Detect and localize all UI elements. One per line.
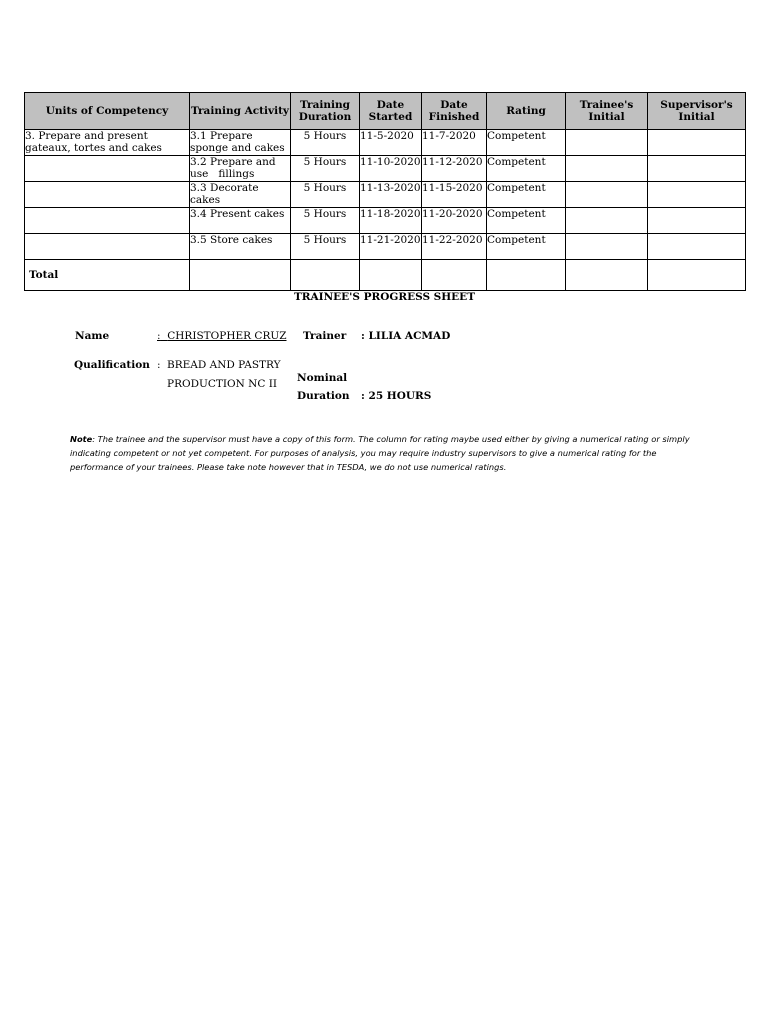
table-row — [25, 156, 746, 182]
table-row — [25, 182, 746, 208]
total-cell[interactable] — [190, 260, 291, 291]
table-row — [25, 130, 746, 156]
cell-rating: Competent — [487, 208, 566, 234]
cell-activity: 3.2 Prepare and use fillings — [190, 156, 291, 182]
cell-trainee-initial[interactable] — [566, 156, 648, 182]
header-trainee-initial: Trainee's Initial — [566, 93, 648, 130]
qualification-value-line2: PRODUCTION NC II — [167, 378, 278, 390]
nominal-value: : 25 HOURS — [361, 390, 432, 402]
cell-rating: Competent — [487, 130, 566, 156]
table-row — [25, 234, 746, 260]
cell-duration: 5 Hours — [291, 156, 360, 182]
header-date-finished: Date Finished — [422, 93, 487, 130]
nominal-label-line2: Duration — [297, 390, 350, 402]
cell-supervisor-initial[interactable] — [648, 208, 746, 234]
cell-unit: 3. Prepare and present gateaux, tortes and cakes — [25, 130, 190, 156]
total-cell[interactable] — [360, 260, 422, 291]
cell-unit — [25, 208, 190, 234]
cell-date-started: 11-13-2020 — [360, 182, 422, 208]
cell-date-finished: 11-7-2020 — [422, 130, 487, 156]
cell-supervisor-initial[interactable] — [648, 234, 746, 260]
name-label: Name — [75, 330, 110, 342]
total-cell[interactable] — [648, 260, 746, 291]
note-label: Note — [70, 434, 93, 444]
cell-date-finished: 11-15-2020 — [422, 182, 487, 208]
cell-trainee-initial[interactable] — [566, 234, 648, 260]
cell-supervisor-initial[interactable] — [648, 130, 746, 156]
cell-activity: 3.5 Store cakes — [190, 234, 291, 260]
header-rating: Rating — [487, 93, 566, 130]
table-header-row — [25, 93, 746, 130]
total-cell[interactable] — [291, 260, 360, 291]
cell-date-finished: 11-12-2020 — [422, 156, 487, 182]
total-label: Total — [25, 260, 190, 291]
cell-trainee-initial[interactable] — [566, 130, 648, 156]
total-cell[interactable] — [487, 260, 566, 291]
name-value: CHRISTOPHER CRUZ — [167, 330, 287, 342]
qualification-value-line1: BREAD AND PASTRY — [167, 359, 281, 371]
note-text: : The trainee and the supervisor must have a copy of this form. The column for rating maybe used either by giving a numerical rating or simply indicating competent or not yet competent. For purposes of analysis, you may require industry supervisors to give a numerical rating for the performance of your trainees. Please take note however that in TESDA, we do not use numerical ratings. — [70, 434, 690, 472]
cell-date-started: 11-10-2020 — [360, 156, 422, 182]
table-row — [25, 208, 746, 234]
header-date-started: Date Started — [360, 93, 422, 130]
cell-unit — [25, 182, 190, 208]
trainer-label: Trainer — [303, 330, 347, 342]
name-value-group — [157, 330, 287, 342]
trainer-value: : LILIA ACMAD — [361, 330, 451, 342]
name-colon: : — [157, 330, 161, 342]
qualification-label: Qualification — [74, 359, 150, 371]
cell-date-finished: 11-20-2020 — [422, 208, 487, 234]
cell-activity: 3.4 Present cakes — [190, 208, 291, 234]
progress-table — [24, 92, 746, 291]
cell-supervisor-initial[interactable] — [648, 182, 746, 208]
sheet-title: TRAINEE'S PROGRESS SHEET — [293, 291, 476, 303]
header-training-duration: Training Duration — [291, 93, 360, 130]
nominal-label-line1: Nominal — [297, 372, 348, 384]
cell-unit — [25, 156, 190, 182]
cell-date-finished: 11-22-2020 — [422, 234, 487, 260]
cell-duration: 5 Hours — [291, 130, 360, 156]
cell-activity: 3.3 Decorate cakes — [190, 182, 291, 208]
cell-trainee-initial[interactable] — [566, 182, 648, 208]
cell-activity: 3.1 Prepare sponge and cakes — [190, 130, 291, 156]
cell-rating: Competent — [487, 234, 566, 260]
total-cell[interactable] — [566, 260, 648, 291]
header-training-activity: Training Activity — [190, 93, 291, 130]
note-paragraph — [70, 432, 700, 474]
cell-duration: 5 Hours — [291, 234, 360, 260]
cell-date-started: 11-5-2020 — [360, 130, 422, 156]
cell-date-started: 11-18-2020 — [360, 208, 422, 234]
cell-trainee-initial[interactable] — [566, 208, 648, 234]
total-cell[interactable] — [422, 260, 487, 291]
cell-duration: 5 Hours — [291, 208, 360, 234]
header-units-of-competency: Units of Competency — [25, 93, 190, 130]
cell-date-started: 11-21-2020 — [360, 234, 422, 260]
cell-duration: 5 Hours — [291, 182, 360, 208]
cell-rating: Competent — [487, 182, 566, 208]
total-row — [25, 260, 746, 291]
qualification-colon: : — [157, 359, 161, 371]
header-supervisor-initial: Supervisor's Initial — [648, 93, 746, 130]
cell-unit — [25, 234, 190, 260]
cell-supervisor-initial[interactable] — [648, 156, 746, 182]
cell-rating: Competent — [487, 156, 566, 182]
